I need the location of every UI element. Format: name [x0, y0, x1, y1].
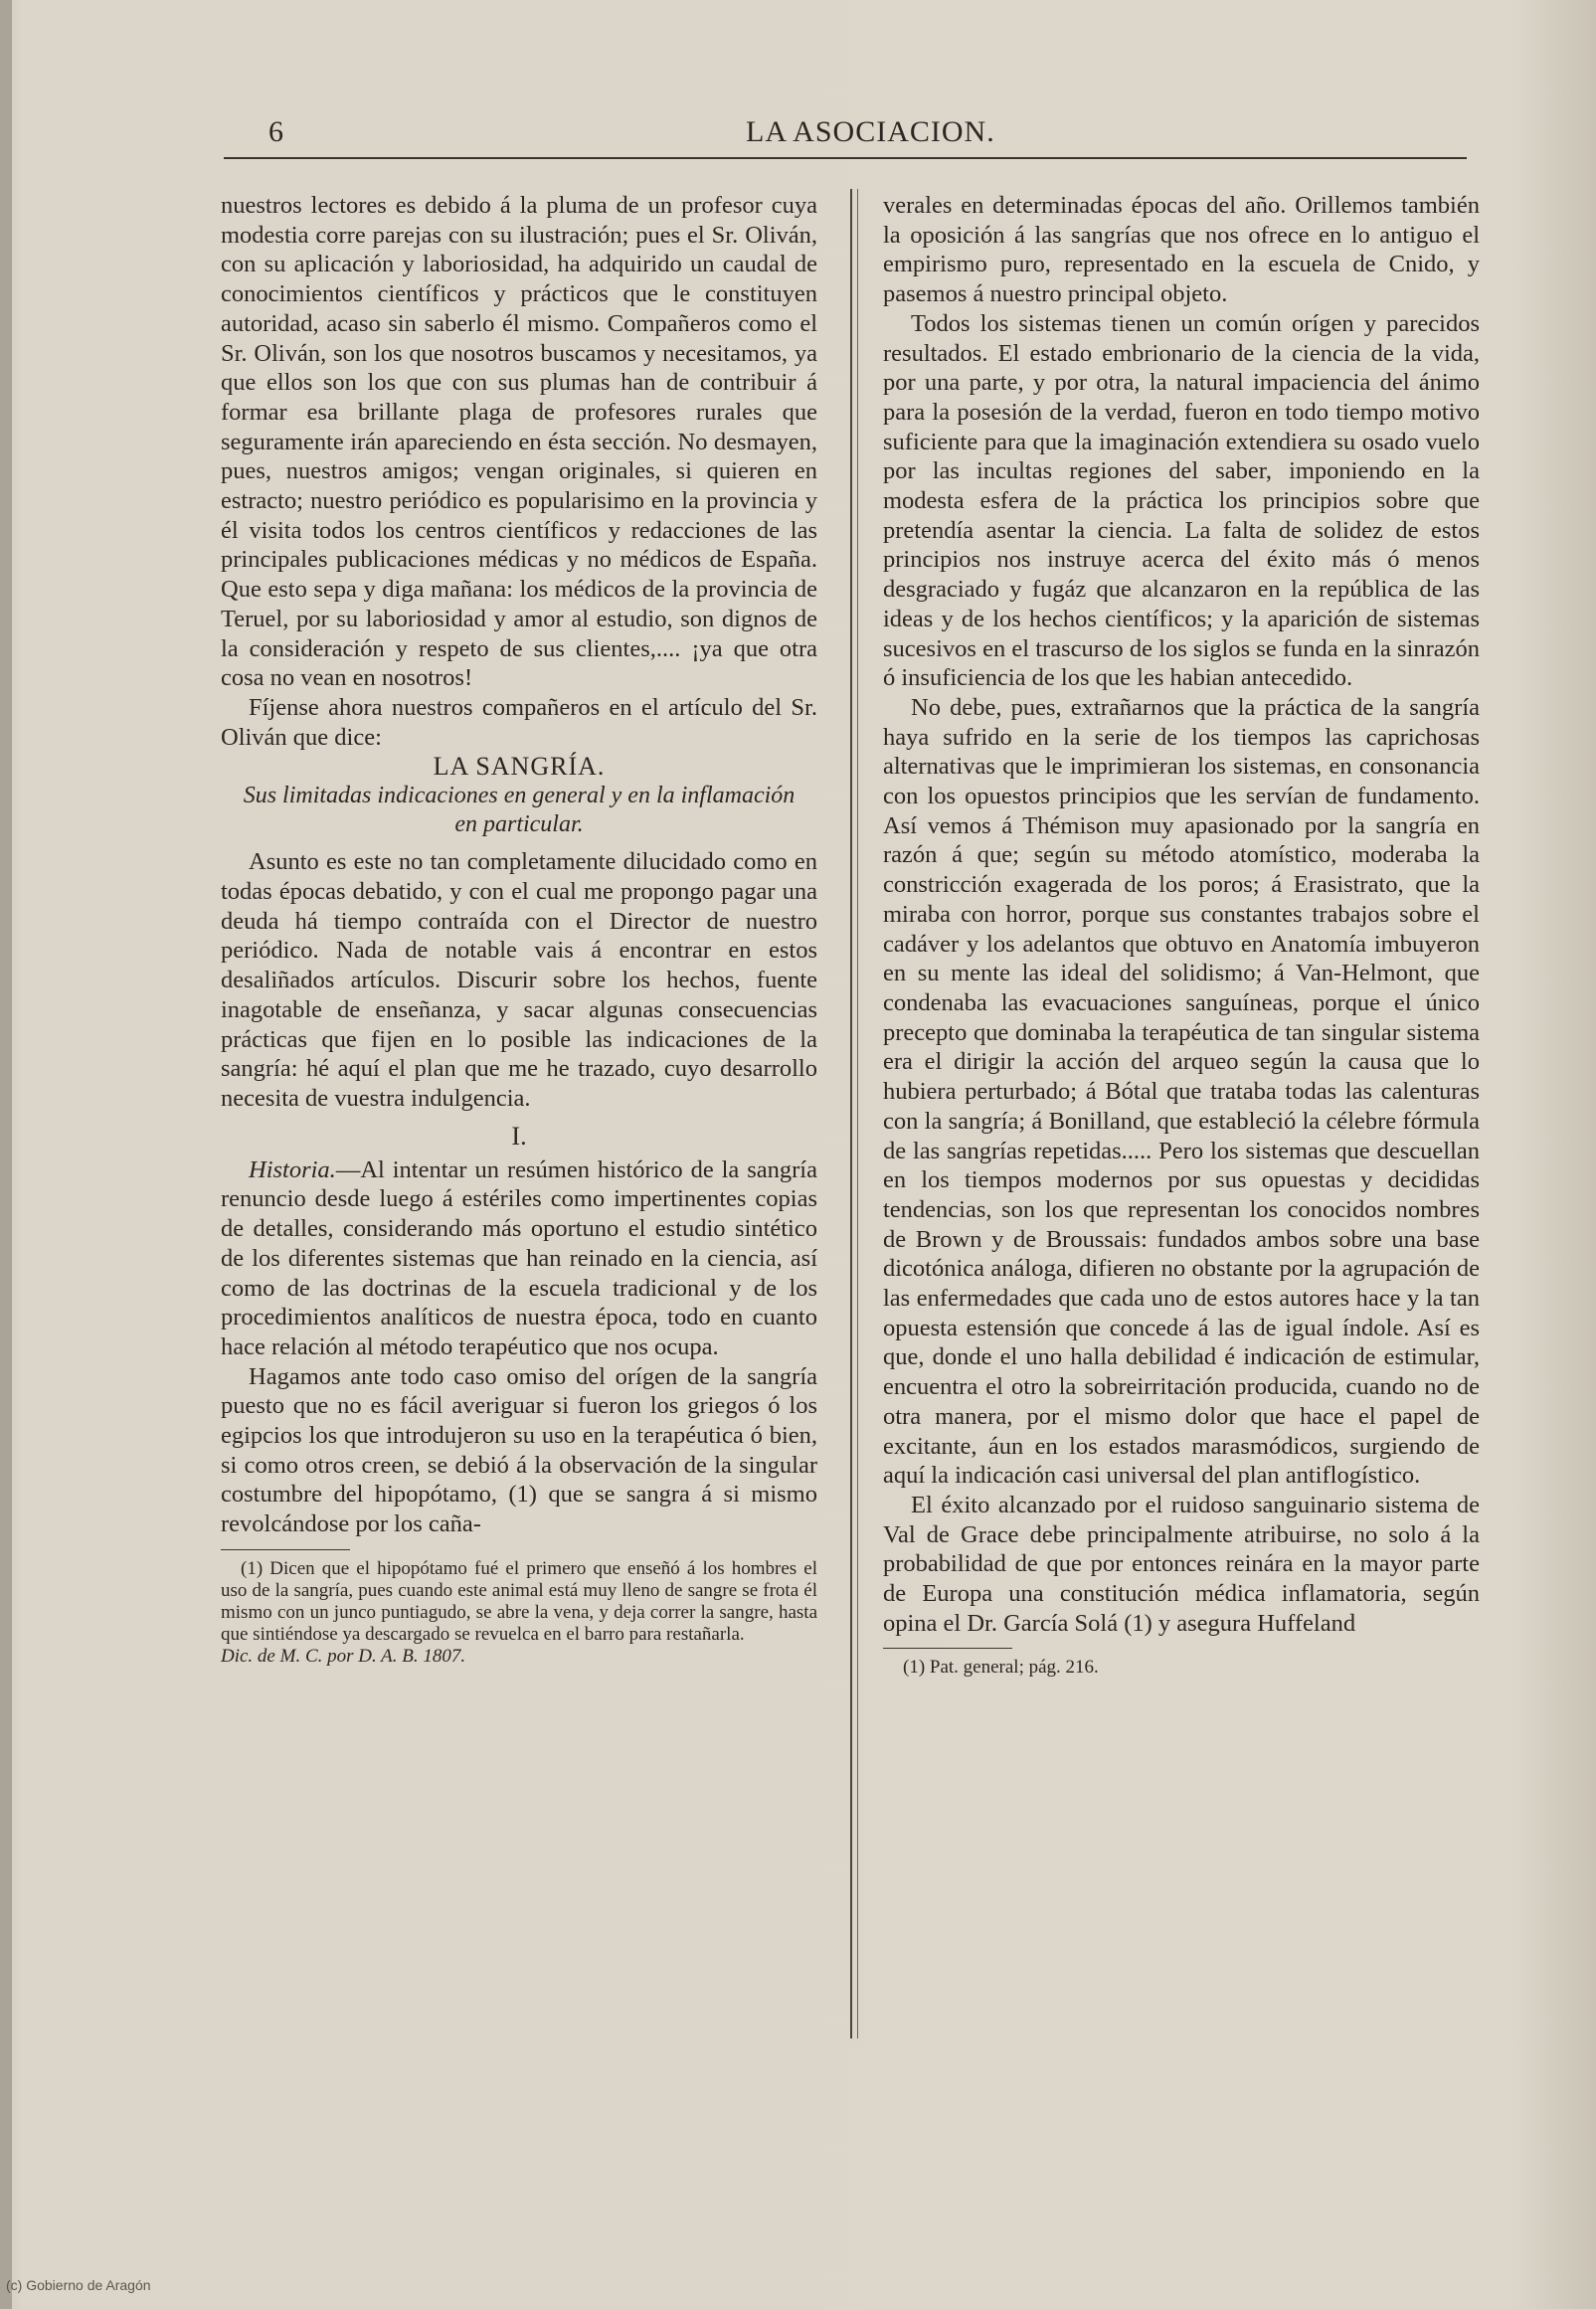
column-divider — [850, 189, 852, 2039]
left-paragraph-2: Fíjense ahora nuestros compañeros en el artículo del Sr. Oliván que dice: — [221, 693, 817, 751]
history-text: —Al intentar un resúmen histórico de la sangría renuncio desde luego á estériles como impertinentes copias de detalles, considerando más oportuno el estudio sintético de los diferentes sistemas que han reinado en la ciencia, así como de las doctrinas de la escuela tradicional y de los procedimientos analíticos de nuestra época, todo en cuanto hace relación al método terapéutico que nos ocupa. — [221, 1155, 817, 1360]
section-number: I. — [511, 1121, 527, 1151]
page-header — [229, 111, 1462, 151]
left-footnote — [221, 1558, 817, 1668]
left-paragraph-4 — [221, 1155, 817, 1362]
page-number: 6 — [268, 115, 284, 148]
header-rule — [224, 157, 1467, 159]
journal-title: LA ASOCIACION. — [746, 115, 995, 148]
right-paragraph-4: El éxito alcanzado por el ruidoso sanguinario sistema de Val de Grace debe principalmente atribuirse, no solo á la probabilidad de que por entonces reinára en la mayor parte de Europa una constitución médica inflamatoria, según opina el Dr. García Solá (1) y asegura Huffeland — [883, 1491, 1480, 1637]
right-column — [883, 191, 1480, 1679]
left-footnote-source: Dic. de M. C. por D. A. B. 1807. — [221, 1645, 466, 1667]
right-paragraph-1: verales en determinadas épocas del año. Orillemos también la oposición á las sangrías que nos ofrece en lo antiguo el empirismo puro, representado en la escuela de Cnido, y pasemos á nuestro principal objeto. — [883, 192, 1480, 308]
right-footnote-rule — [883, 1648, 1012, 1649]
left-column — [221, 191, 817, 1668]
right-footnote-text: (1) Pat. general; pág. 216. — [903, 1657, 1099, 1679]
left-paragraph-3: Asunto es este no tan completamente dilucidado como en todas épocas debatido, y con el cual me propongo pagar una deuda há tiempo contraída con el Director de nuestro periódico. Nada de notable vais á encontrar en estos desaliñados artículos. Discurir sobre los hechos, fuente inagotable de enseñanza, y sacar algunas consecuencias prácticas que fijen en lo posible las indicaciones de la sangría: hé aquí el plan que me he trazado, cuyo desarrollo necesita de vuestra indulgencia. — [221, 848, 817, 1112]
article-subtitle: Sus limitadas indicaciones en general y en la inflamación en particular. — [243, 783, 796, 838]
right-paragraph-2: Todos los sistemas tienen un común orígen y parecidos resultados. El estado embrionario de la ciencia de la vida, por una parte, y por otra, la natural impaciencia del ánimo para la posesión de la verdad, fueron en todo tiempo motivo suficiente para que la imaginación extendiera su osado vuelo por las incultas regiones del saber, imponiendo en la modesta esfera de la práctica los principios sobre que pretendía asentar la ciencia. La falta de solidez de estos principios nos instruye acerca del éxito más ó menos desgraciado y fugáz que alcanzaron en la república de las ideas y de los hechos científicos; y la aparición de sistemas sucesivos en el trascurso de los siglos se funda en la sinrazón ó insuficiencia de los que les habian antecedido. — [883, 309, 1480, 692]
column-divider-inner — [857, 189, 858, 2039]
right-paragraph-3: No debe, pues, extrañarnos que la práctica de la sangría haya sufrido en la serie de los tiempos las caprichosas alternativas que le imprimieran los sistemas, en consonancia con los opuestos principios que les servían de fundamento. Así vemos á Thémison muy apasionado por la sangría en razón á que; según su método atomístico, moderaba la constricción exagerada de los poros; á Erasistrato, que la miraba con horror, porque sus constantes trabajos sobre el cadáver y los adelantos que obtuvo en Anatomía imbuyeron en su mente las ideal del solidismo; á Van-Helmont, que condenaba las evacuaciones sanguíneas, porque el único precepto que dominaba la terapéutica de tan singular sistema era el dirigir la acción del arqueo según la causa que lo hubiera perturbado; á Bótal que trataba todas las calenturas con la sangría; á Bonilland, que estableció la célebre fórmula de las sangrías repetidas..... Pero los sistemas que descuellan en los tiempos modernos por sus opuestas y decididas tendencias, son los que representan los conocidos nombres de Brown y de Broussais: fundados ambos sobre una base dicotónica análoga, difieren no obstante por la agrupación de las enfermedades que cada uno de estos autores hace y la tan opuesta estensión que concede á las de igual índole. Así es que, donde el uno halla debilidad é indicación de estimular, encuentra el otro la sobreirritación producida, cuando no de otra manera, por el mismo dolor que hace el papel de excitante, áun en los estados marasmódicos, surgiendo de aquí la indicación casi universal del plan antiflogístico. — [883, 693, 1480, 1490]
left-paragraph-5: Hagamos ante todo caso omiso del orígen de la sangría puesto que no es fácil averiguar si fueron los griegos ó los egipcios los que introdujeron su uso en la terapéutica ó bien, si como otros creen, se debió á la observación de la singular costumbre del hipopótamo, (1) que se sangra á si mismo revolcándose por los caña- — [221, 1362, 817, 1538]
right-footnote — [883, 1657, 1480, 1679]
footnote-rule — [221, 1549, 350, 1550]
copyright-notice: (c) Gobierno de Aragón — [6, 2277, 151, 2293]
left-footnote-text: (1) Dicen que el hipopótamo fué el primero que enseñó á los hombres el uso de la sangría, pues cuando este animal está muy lleno de sangre se frota él mismo con un junco puntiagudo, se abre la vena, y deja correr la sangre, hasta que sintiéndose ya descargado se revuelca en el barro para restañarla. — [221, 1557, 817, 1645]
history-lead: Historia. — [249, 1155, 336, 1183]
article-title: LA SANGRÍA. — [433, 752, 606, 782]
binding-spine — [0, 0, 12, 2309]
left-paragraph-1: nuestros lectores es debido á la pluma de un profesor cuya modestia corre parejas con su ilustración; pues el Sr. Oliván, con su aplicación y laboriosidad, ha adquirido un caudal de conocimientos científicos y prácticos que le constituyen autoridad, acaso sin saberlo él mismo. Compañeros como el Sr. Oliván, son los que nosotros buscamos y necesitamos, ya que ellos son los que con sus plumas han de contribuir á formar esa brillante plaga de profesores rurales que seguramente irán apareciendo en ésta sección. No desmayen, pues, nuestros amigos; vengan originales, si quieren en estracto; nuestro periódico es popularisimo en la provincia y él visita todos los centros científicos y redacciones de las principales publicaciones médicas y no médicos de España. Que esto sepa y diga mañana: los médicos de la provincia de Teruel, por su laboriosidad y amor al estudio, son dignos de la consideración y respeto de sus clientes,.... ¡ya que otra cosa no vean en nosotros! — [221, 192, 817, 692]
